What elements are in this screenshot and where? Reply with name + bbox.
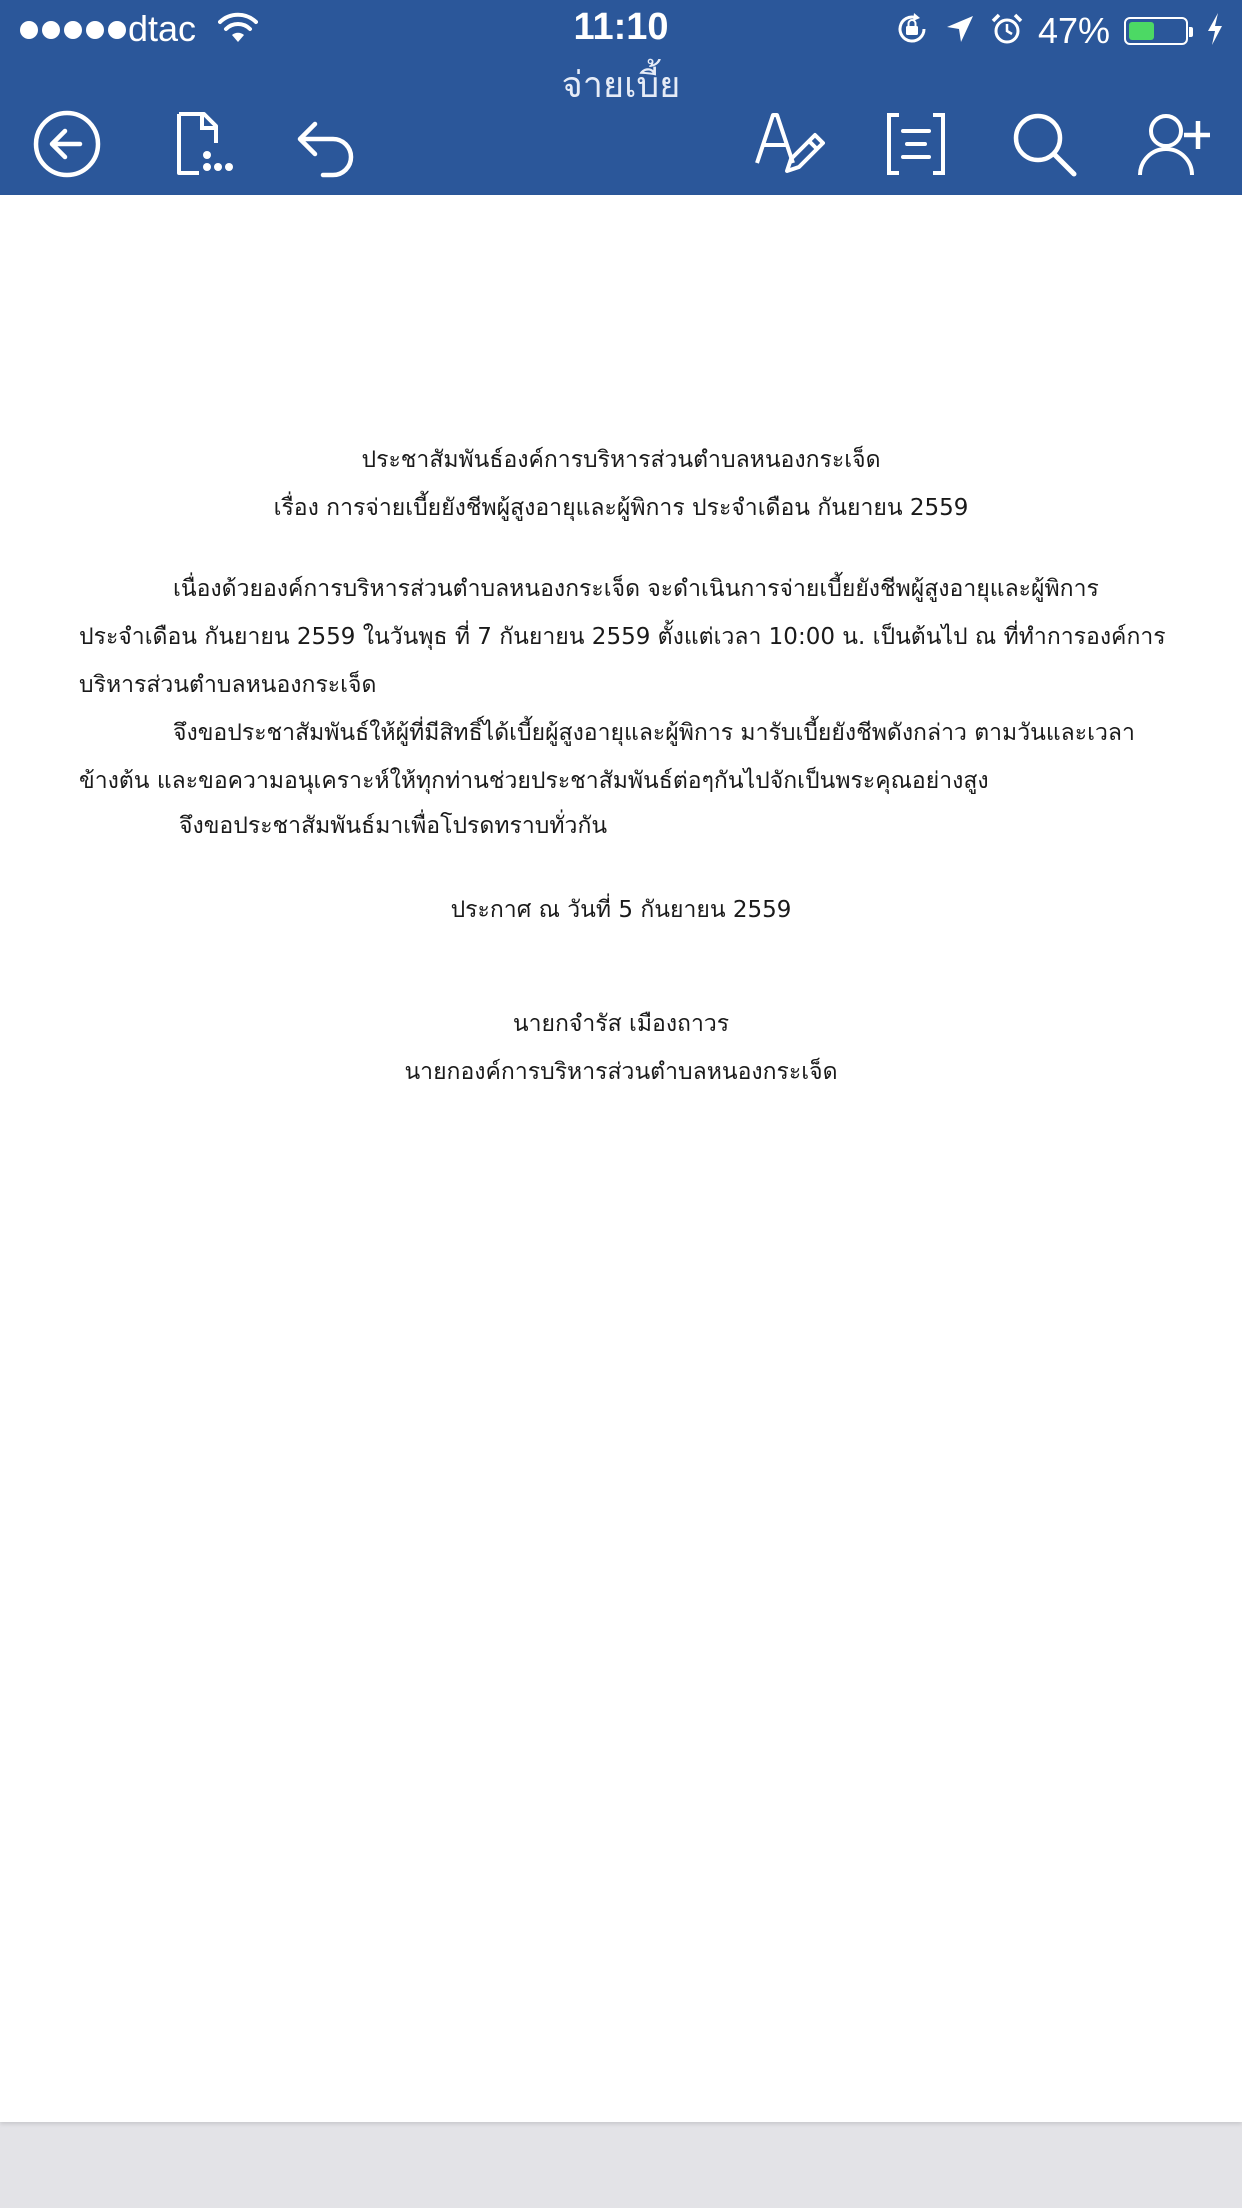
signer-name: นายกจำรัส เมืองถาวร bbox=[512, 1011, 730, 1037]
back-icon bbox=[30, 107, 104, 181]
charging-icon bbox=[1206, 12, 1224, 50]
battery-percent: 47% bbox=[1037, 10, 1110, 51]
paragraph-2-line-1: จึงขอประชาสัมพันธ์ให้ผู้ที่มีสิทธิ์ได้เบี้ยผู้สูงอายุและผู้พิการ มารับเบี้ยยังชีพดังกล่าว ตามวันและเวลา bbox=[173, 720, 1135, 746]
subject-line: เรื่อง การจ่ายเบี้ยยังชีพผู้สูงอายุและผู้พิการ ประจำเดือน กันยายน 2559 bbox=[273, 495, 969, 521]
share-button[interactable] bbox=[1133, 104, 1213, 184]
back-button[interactable] bbox=[27, 104, 107, 184]
status-bar bbox=[0, 0, 1242, 62]
paragraph-1-line-1: เนื่องด้วยองค์การบริหารส่วนตำบลหนองกระเจ็ด จะดำเนินการจ่ายเบี้ยยังชีพผู้สูงอายุและผู้พิการ bbox=[173, 576, 1099, 602]
reading-view-button[interactable] bbox=[876, 104, 956, 184]
app-header bbox=[0, 0, 1242, 195]
paragraph-1-line-2: ประจำเดือน กันยายน 2559 ในวันพุธ ที่ 7 กันยายน 2559 ตั้งแต่เวลา 10:00 น. เป็นต้นไป ณ ที่ทำการองค์การ bbox=[79, 624, 1166, 650]
paragraph-1-line-3: บริหารส่วนตำบลหนองกระเจ็ด bbox=[79, 672, 377, 698]
file-share-icon bbox=[164, 107, 238, 181]
file-options-button[interactable] bbox=[161, 104, 241, 184]
announcement-heading: ประชาสัมพันธ์องค์การบริหารส่วนตำบลหนองกระเจ็ด bbox=[361, 447, 881, 473]
document-page[interactable] bbox=[0, 195, 1242, 2122]
undo-button[interactable] bbox=[286, 104, 366, 184]
reading-view-icon bbox=[879, 107, 953, 181]
rotation-lock-icon bbox=[894, 11, 930, 51]
status-time: 11:10 bbox=[573, 6, 669, 48]
edit-format-icon bbox=[751, 107, 825, 181]
signer-title: นายกองค์การบริหารส่วนตำบลหนองกระเจ็ด bbox=[404, 1059, 838, 1085]
search-icon bbox=[1007, 107, 1081, 181]
alarm-icon bbox=[990, 12, 1024, 50]
battery-level-fill bbox=[1129, 22, 1154, 40]
carrier-label: dtac bbox=[128, 8, 197, 49]
document-title: จ่ายเบี้ย bbox=[561, 65, 681, 106]
location-arrow-icon bbox=[944, 13, 976, 49]
battery-icon bbox=[1124, 17, 1188, 45]
paragraph-3: จึงขอประชาสัมพันธ์มาเพื่อโปรดทราบทั่วกัน bbox=[179, 813, 608, 839]
paragraph-2-line-2: ข้างต้น และขอความอนุเคราะห์ให้ทุกท่านช่วยประชาสัมพันธ์ต่อๆกันไปจักเป็นพระคุณอย่างสูง bbox=[79, 768, 989, 794]
undo-icon bbox=[289, 107, 363, 181]
announcement-date: ประกาศ ณ วันที่ 5 กันยายน 2559 bbox=[450, 897, 792, 923]
edit-format-button[interactable] bbox=[748, 104, 828, 184]
share-person-icon bbox=[1136, 107, 1210, 181]
search-button[interactable] bbox=[1004, 104, 1084, 184]
